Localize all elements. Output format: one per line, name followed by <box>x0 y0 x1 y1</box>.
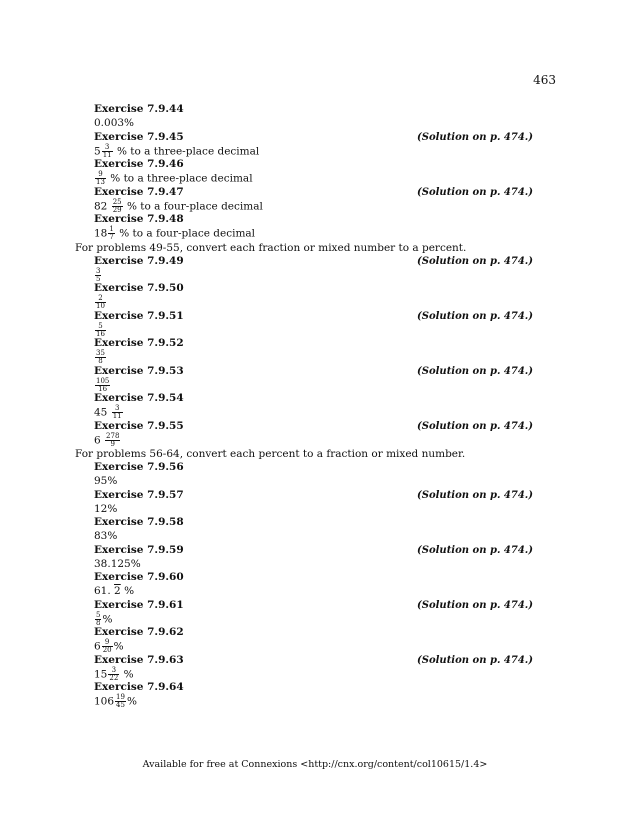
numerator: 1 <box>109 225 114 233</box>
denominator: 11 <box>102 150 112 159</box>
exercise-prompt <box>94 557 555 571</box>
fraction <box>95 268 101 283</box>
denominator: 20 <box>102 646 112 654</box>
numerator: 19 <box>116 693 125 701</box>
page-number: 463 <box>533 73 556 87</box>
denominator: 8 <box>98 357 103 365</box>
numerator: 5 <box>96 610 101 619</box>
fraction <box>95 378 110 393</box>
fraction <box>108 226 114 241</box>
exercise-title: Exercise 7.9.57 <box>94 488 184 501</box>
exercise-title: Exercise 7.9.46 <box>94 158 184 170</box>
exercise-prompt <box>94 694 555 709</box>
denominator: 9 <box>110 439 115 448</box>
exercise-item <box>94 544 555 572</box>
exercise-item <box>94 516 555 544</box>
numerator: 9 <box>102 639 113 647</box>
exercise-prompt <box>94 529 555 543</box>
denominator: 5 <box>96 274 101 283</box>
fraction <box>108 667 119 682</box>
exercise-prompt <box>94 405 555 420</box>
exercise-item <box>94 365 555 393</box>
exercise-prompt <box>94 199 555 214</box>
exercise-item <box>94 489 555 517</box>
fraction <box>95 295 106 310</box>
exercise-item <box>94 392 555 420</box>
exercise-prompt <box>94 502 555 516</box>
exercise-title: Exercise 7.9.58 <box>94 516 184 528</box>
numerator: 35 <box>96 349 105 357</box>
denominator: 8 <box>96 618 101 627</box>
exercise-title: Exercise 7.9.53 <box>94 364 184 377</box>
exercise-prompt <box>94 612 555 627</box>
exercise-item <box>94 420 555 448</box>
denominator: 45 <box>116 701 125 709</box>
exercise-suffix: % <box>124 585 135 597</box>
exercise-suffix: % <box>102 613 113 625</box>
exercise-prompt <box>94 584 555 598</box>
page-footer: Available for free at Connexions <http://cnx.org/content/col10615/1.4> <box>142 759 488 770</box>
exercise-suffix: % to a three-place decimal <box>116 145 260 157</box>
fraction <box>105 433 120 448</box>
exercise-item <box>94 310 555 338</box>
solution-link[interactable]: (Solution on p. 474.) <box>417 365 533 377</box>
solution-link[interactable]: (Solution on p. 474.) <box>417 186 533 198</box>
solution-link[interactable]: (Solution on p. 474.) <box>417 599 533 611</box>
numerator: 3 <box>108 667 119 675</box>
exercise-suffix: % <box>123 668 134 680</box>
exercise-item <box>94 461 555 489</box>
solution-link[interactable]: (Solution on p. 474.) <box>417 489 533 501</box>
exercise-prompt <box>94 378 555 393</box>
exercise-text: 12% <box>94 502 118 515</box>
whole-number: 15 <box>94 668 108 680</box>
exercise-item <box>94 282 555 310</box>
exercise-prompt <box>94 667 555 682</box>
section-intro: For problems 56-64, convert each percent to a fraction or mixed number. <box>75 448 466 460</box>
exercise-title: Exercise 7.9.49 <box>94 254 184 267</box>
denominator: 16 <box>96 329 105 338</box>
exercise-item <box>94 131 555 159</box>
exercise-suffix: % to a four-place decimal <box>119 227 256 240</box>
exercise-item <box>94 681 555 709</box>
numerator: 25 <box>112 197 122 206</box>
exercise-title: Exercise 7.9.50 <box>94 282 184 294</box>
numerator: 9 <box>95 171 106 179</box>
whole-number: 6 <box>94 434 101 446</box>
exercise-prompt <box>94 295 555 310</box>
numerator: 105 <box>96 376 110 385</box>
fraction <box>112 405 123 420</box>
whole-number: 18 <box>94 227 108 240</box>
exercise-title: Exercise 7.9.54 <box>94 392 184 404</box>
exercise-title: Exercise 7.9.64 <box>94 681 184 693</box>
solution-link[interactable]: (Solution on p. 474.) <box>417 131 533 143</box>
exercise-list <box>75 103 555 709</box>
exercise-title: Exercise 7.9.59 <box>94 543 184 556</box>
denominator: 11 <box>112 412 122 420</box>
exercise-item <box>94 654 555 682</box>
denominator: 29 <box>112 205 122 214</box>
fraction <box>102 144 113 159</box>
exercise-suffix: % <box>113 640 124 653</box>
exercise-prompt <box>94 268 555 283</box>
exercise-item <box>94 213 555 241</box>
exercise-item <box>94 337 555 365</box>
exercise-title: Exercise 7.9.62 <box>94 626 184 638</box>
numerator: 3 <box>96 266 101 275</box>
exercise-title: Exercise 7.9.51 <box>94 309 184 322</box>
solution-link[interactable]: (Solution on p. 474.) <box>417 544 533 556</box>
fraction <box>95 350 106 365</box>
exercise-title: Exercise 7.9.60 <box>94 571 184 583</box>
denominator: 13 <box>96 178 105 186</box>
fraction <box>115 694 126 709</box>
exercise-prompt <box>94 116 555 130</box>
exercise-title: Exercise 7.9.56 <box>94 461 184 473</box>
denominator: 16 <box>98 384 108 393</box>
solution-link[interactable]: (Solution on p. 474.) <box>417 654 533 666</box>
denominator: 10 <box>96 302 105 310</box>
exercise-title: Exercise 7.9.45 <box>94 130 184 143</box>
exercise-prompt <box>94 474 555 488</box>
fraction <box>112 199 123 214</box>
exercise-text: 95% <box>94 475 118 487</box>
exercise-text: 0.003% <box>94 117 135 129</box>
fraction <box>95 612 101 627</box>
exercise-item <box>94 571 555 599</box>
exercise-item <box>94 103 555 131</box>
numerator: 3 <box>112 405 123 413</box>
numerator: 3 <box>102 144 113 152</box>
whole-number: 45 <box>94 406 108 419</box>
exercise-prompt <box>94 350 555 365</box>
exercise-title: Exercise 7.9.52 <box>94 337 184 349</box>
exercise-title: Exercise 7.9.44 <box>94 103 184 115</box>
exercise-item <box>94 186 555 214</box>
exercise-item <box>94 599 555 627</box>
exercise-title: Exercise 7.9.48 <box>94 213 184 225</box>
solution-link[interactable]: (Solution on p. 474.) <box>417 420 533 432</box>
exercise-title: Exercise 7.9.63 <box>94 653 184 666</box>
exercise-suffix: % to a four-place decimal <box>126 200 263 212</box>
exercise-text: 38.125% <box>94 557 141 570</box>
repeating-digit: 2 <box>114 585 121 597</box>
exercise-text: 61. <box>94 585 111 597</box>
fraction <box>102 639 113 654</box>
exercise-prompt <box>94 226 555 241</box>
numerator: 5 <box>95 323 106 331</box>
fraction <box>95 171 106 186</box>
denominator: 22 <box>109 673 119 682</box>
section-intro: For problems 49-55, convert each fraction or mixed number to a percent. <box>75 241 467 254</box>
exercise-title: Exercise 7.9.47 <box>94 185 184 198</box>
fraction <box>95 323 106 338</box>
exercise-title: Exercise 7.9.61 <box>94 598 184 611</box>
exercise-item <box>94 255 555 283</box>
denominator: 7 <box>109 233 114 241</box>
whole-number: 5 <box>94 145 101 157</box>
exercise-prompt <box>94 323 555 338</box>
numerator: 278 <box>106 431 120 440</box>
exercise-suffix: % to a three-place decimal <box>110 172 253 185</box>
exercise-item <box>94 626 555 654</box>
whole-number: 106 <box>94 695 115 708</box>
exercise-text: 83% <box>94 530 118 542</box>
exercise-prompt <box>94 144 555 159</box>
exercise-item <box>94 158 555 186</box>
exercise-prompt <box>94 433 555 448</box>
exercise-prompt <box>94 639 555 654</box>
exercise-prompt <box>94 171 555 186</box>
whole-number: 6 <box>94 640 101 653</box>
solution-link[interactable]: (Solution on p. 474.) <box>417 255 533 267</box>
solution-link[interactable]: (Solution on p. 474.) <box>417 310 533 322</box>
numerator: 2 <box>95 295 106 303</box>
whole-number: 82 <box>94 200 108 212</box>
exercise-title: Exercise 7.9.55 <box>94 419 184 432</box>
exercise-suffix: % <box>126 695 137 708</box>
